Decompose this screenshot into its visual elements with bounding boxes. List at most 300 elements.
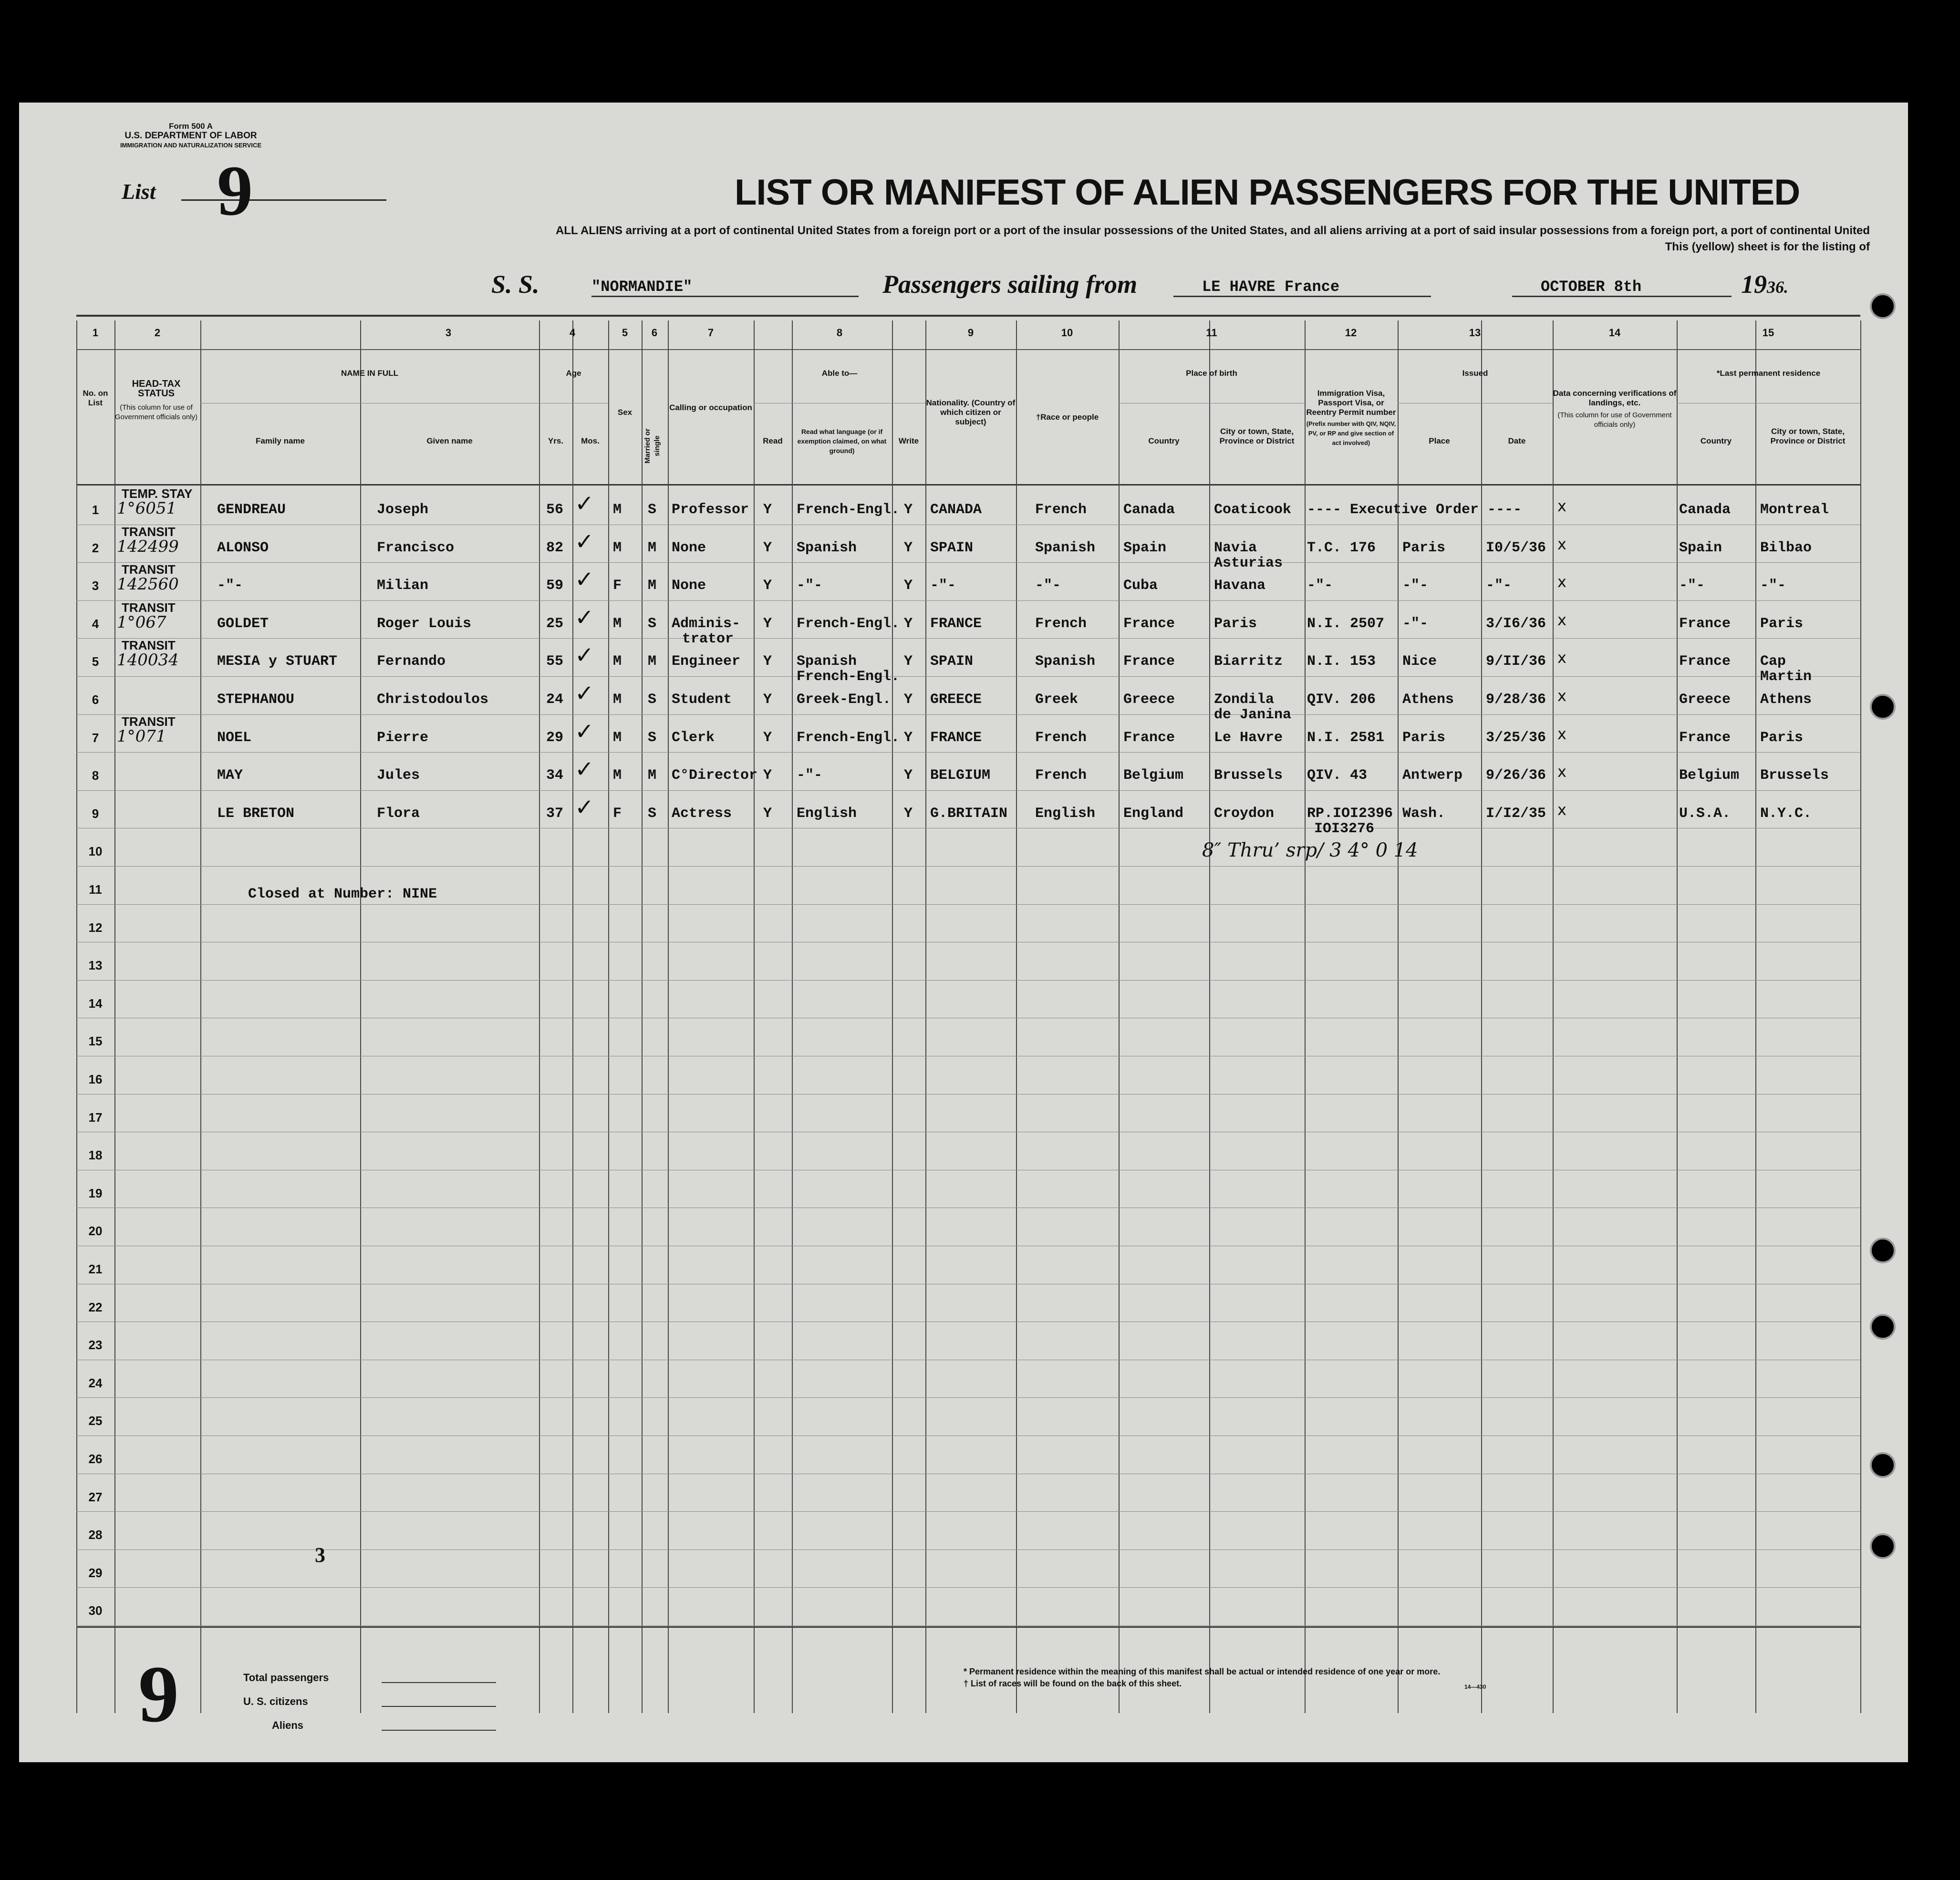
row-rule: [76, 980, 1860, 981]
column-rule: [539, 320, 540, 1713]
row-number: 9: [92, 806, 99, 821]
issued-place: -"-: [1402, 615, 1429, 632]
marital-status: M: [648, 767, 657, 784]
visa-number: N.I. 2581: [1307, 729, 1385, 746]
occupation-cont: trator: [682, 630, 734, 647]
row-number: 23: [88, 1338, 103, 1353]
occupation: Actress: [672, 805, 732, 822]
residence-country: Canada: [1679, 502, 1731, 518]
header-age-yrs: Yrs.: [548, 436, 564, 445]
landing-mark-icon: x: [1557, 610, 1566, 629]
checkmark-icon: ✓: [575, 566, 594, 593]
landing-mark-icon: x: [1557, 800, 1566, 819]
can-read: Y: [763, 502, 772, 518]
birth-city: Brussels: [1214, 767, 1283, 784]
row-rule: [76, 904, 1860, 905]
issued-date: I/I2/35: [1486, 805, 1546, 822]
binder-hole: [1870, 1533, 1896, 1559]
row-rule: [76, 676, 1860, 677]
family-name: ALONSO: [217, 539, 269, 556]
subtitle-line-2: This (yellow) sheet is for the listing of: [1665, 240, 1870, 253]
row-number: 26: [88, 1452, 103, 1466]
can-read: Y: [763, 805, 772, 822]
residence-country: Greece: [1679, 692, 1731, 708]
header-write: Write: [898, 436, 919, 445]
issued-place: Wash.: [1402, 805, 1446, 822]
column-number: 2: [154, 327, 161, 339]
binder-hole: [1870, 694, 1896, 720]
occupation: None: [672, 539, 706, 556]
subtitle: [391, 223, 1870, 255]
checkmark-icon: ✓: [575, 642, 594, 669]
footnote-races: † List of races will be found on the back of this sheet.: [964, 1679, 1182, 1688]
column-number: 11: [1206, 327, 1217, 339]
marital-status: S: [648, 502, 657, 518]
race: French: [1035, 615, 1087, 632]
visa-number: N.I. 2507: [1307, 615, 1385, 632]
table-bottom-rule: [76, 1626, 1860, 1628]
birth-city-cont: de Janina: [1214, 707, 1292, 723]
given-name: Joseph: [377, 502, 429, 518]
sailing-date: [1512, 278, 1732, 297]
can-read: Y: [763, 692, 772, 708]
marital-status: M: [648, 653, 657, 670]
birth-city-cont: Asturias: [1214, 555, 1283, 571]
birth-city: Le Havre: [1214, 729, 1283, 746]
issued-place: Athens: [1402, 692, 1454, 708]
binder-hole: [1870, 1314, 1896, 1340]
row-number: 6: [92, 692, 99, 707]
residence-country: France: [1679, 729, 1731, 746]
row-number: 4: [92, 616, 99, 631]
sailing-year: [1741, 269, 1788, 299]
header-age-mos: Mos.: [581, 436, 600, 445]
landing-mark-icon: x: [1557, 687, 1566, 705]
marital-status: M: [648, 539, 657, 556]
family-name: NOEL: [217, 729, 252, 746]
residence-country: Belgium: [1679, 767, 1740, 784]
row-number: 20: [88, 1224, 103, 1239]
sex: M: [613, 729, 622, 746]
column-number-rule: [76, 349, 1860, 350]
header-nationality: Nationality. (Country of which citizen or subject): [926, 398, 1016, 426]
race: Greek: [1035, 692, 1079, 708]
checkmark-icon: ✓: [575, 718, 594, 745]
birth-city: Zondila: [1214, 692, 1275, 708]
issued-date: 9/26/36: [1486, 767, 1546, 784]
header-name-in-full: NAME IN FULL: [341, 369, 398, 378]
header-res-country: Country: [1700, 436, 1732, 445]
department-name: U.S. DEPARTMENT OF LABOR: [124, 131, 257, 141]
header-no-on-list: No. on List: [83, 389, 108, 407]
issued-date: 3/I6/36: [1486, 615, 1546, 632]
issued-date: -"-: [1486, 578, 1512, 594]
read-language-cont: French-Engl.: [797, 669, 900, 685]
birth-country: Canada: [1123, 502, 1175, 518]
birth-city: Paris: [1214, 615, 1257, 632]
family-name: GOLDET: [217, 615, 269, 632]
read-language: Spanish: [797, 539, 857, 556]
row-rule: [76, 1094, 1860, 1095]
visa-number: QIV. 206: [1307, 692, 1376, 708]
us-citizens-label: U. S. citizens: [243, 1695, 308, 1707]
column-rule: [360, 320, 361, 1713]
header-place-of-birth: Place of birth: [1186, 369, 1237, 378]
column-number: 15: [1762, 327, 1774, 339]
head-tax-status: TEMP. STAY: [122, 486, 193, 501]
age-years: 59: [546, 578, 564, 594]
age-years: 24: [546, 692, 564, 708]
can-write: Y: [904, 805, 913, 822]
subtitle-line-1: ALL ALIENS arriving at a port of continental United States from a foreign port or a port of the insular possessions of the United States, and all aliens arriving at a port of said insular possessions from a foreign port, a port of continental United: [555, 224, 1870, 237]
family-name: -"-: [217, 578, 243, 594]
column-rule: [892, 320, 893, 1713]
birth-city: Croydon: [1214, 805, 1275, 822]
header-issued-place: Place: [1429, 436, 1450, 445]
column-number: 12: [1345, 327, 1357, 339]
header-family-name: Family name: [256, 436, 305, 445]
row-number: 18: [88, 1148, 103, 1163]
birth-country: France: [1123, 615, 1175, 632]
can-read: Y: [763, 653, 772, 670]
head-tax-number: 1°6051: [117, 499, 177, 518]
row-rule: [76, 1625, 1860, 1626]
header-visa: [1305, 389, 1398, 448]
header-married: Married or single: [643, 428, 661, 464]
head-tax-number: 140034: [117, 651, 179, 670]
can-write: Y: [904, 729, 913, 746]
age-years: 34: [546, 767, 564, 784]
row-number: 2: [92, 540, 99, 555]
column-rule: [76, 320, 77, 1713]
head-tax-number: 1°067: [117, 612, 166, 632]
column-rule: [572, 320, 573, 1713]
column-rule: [792, 320, 793, 1713]
column-number: 3: [445, 327, 452, 339]
family-name: LE BRETON: [217, 805, 295, 822]
head-tax-number: 1°071: [117, 726, 166, 746]
list-label: List: [122, 179, 156, 204]
page-title: LIST OR MANIFEST OF ALIEN PASSENGERS FOR THE UNITED: [735, 172, 1800, 213]
residence-country: Spain: [1679, 539, 1722, 556]
issued-date: 9/II/36: [1486, 653, 1546, 670]
column-rule: [1481, 320, 1482, 1713]
year-suffix: 36.: [1767, 278, 1788, 297]
marital-status: S: [648, 615, 657, 632]
checkmark-icon: ✓: [575, 794, 594, 821]
landing-title: Data concerning verifications of landings, etc.: [1553, 389, 1677, 407]
landing-mark-icon: x: [1557, 763, 1566, 781]
residence-country: U.S.A.: [1679, 805, 1731, 822]
birth-country: Cuba: [1123, 578, 1158, 594]
row-number: 29: [88, 1565, 103, 1580]
issued-date: I0/5/36: [1486, 539, 1546, 556]
header-bottom-rule: [76, 484, 1860, 485]
column-rule: [1398, 320, 1399, 1713]
row-number: 5: [92, 654, 99, 669]
checkmark-icon: ✓: [575, 528, 594, 555]
vessel-name: "NORMANDIE": [591, 278, 859, 297]
departure-port: LE HAVRE France: [1173, 278, 1431, 297]
birth-country: England: [1123, 805, 1184, 822]
family-name: MESIA y STUART: [217, 653, 338, 670]
column-number: 4: [569, 327, 576, 339]
row-number: 16: [88, 1072, 103, 1086]
issued-place: Paris: [1402, 539, 1446, 556]
residence-city: -"-: [1760, 578, 1786, 594]
age-years: 82: [546, 539, 564, 556]
column-rule: [668, 320, 669, 1713]
occupation: Professor: [672, 502, 749, 518]
landing-mark-icon: x: [1557, 573, 1566, 591]
row-rule: [76, 1549, 1860, 1550]
occupation: Engineer: [672, 653, 741, 670]
row-rule: [76, 1587, 1860, 1588]
nationality: G.BRITAIN: [930, 805, 1008, 822]
row-number: 14: [88, 996, 103, 1011]
row-rule: [76, 1511, 1860, 1512]
column-rule: [1860, 320, 1861, 1713]
list-number: 9: [217, 151, 253, 230]
row-number: 25: [88, 1414, 103, 1428]
form-header: [67, 122, 315, 150]
issued-date: 3/25/36: [1486, 729, 1546, 746]
given-name: Christodoulos: [377, 692, 489, 708]
row-rule: [76, 752, 1860, 753]
checkmark-icon: ✓: [575, 680, 594, 707]
ss-label: S. S.: [491, 270, 539, 299]
column-rule: [1677, 320, 1678, 1713]
visa-number: ---- Executive Order ----: [1307, 502, 1522, 518]
family-name: STEPHANOU: [217, 692, 295, 708]
can-write: Y: [904, 578, 913, 594]
row-number: 24: [88, 1375, 103, 1390]
landing-mark-icon: x: [1557, 649, 1566, 667]
given-name: Pierre: [377, 729, 429, 746]
checkmark-icon: ✓: [575, 490, 594, 517]
column-rule: [114, 320, 115, 1713]
can-read: Y: [763, 729, 772, 746]
us-citizens-line: [382, 1706, 496, 1707]
residence-country: France: [1679, 653, 1731, 670]
column-number: 13: [1469, 327, 1481, 339]
can-read: Y: [763, 767, 772, 784]
read-language: Spanish: [797, 653, 857, 670]
header-race: †Race or people: [1036, 413, 1099, 422]
sailing-date-text: OCTOBER 8th: [1541, 278, 1642, 296]
nationality: -"-: [930, 578, 956, 594]
head-tax-status: TRANSIT: [122, 562, 176, 577]
header-read-language: Read what language (or if exemption claimed, on what ground): [797, 428, 887, 455]
column-rule: [1305, 320, 1306, 1713]
nationality: SPAIN: [930, 539, 974, 556]
row-number: 8: [92, 768, 99, 783]
age-years: 56: [546, 502, 564, 518]
given-name: Milian: [377, 578, 429, 594]
residence-city: Paris: [1760, 615, 1804, 632]
visa-number: RP.IOI2396: [1307, 805, 1393, 822]
head-tax-status: TRANSIT: [122, 714, 176, 729]
aliens-label: Aliens: [272, 1719, 304, 1731]
birth-country: Belgium: [1123, 767, 1184, 784]
can-write: Y: [904, 502, 913, 518]
sex: M: [613, 653, 622, 670]
residence-city: Cap: [1760, 653, 1786, 670]
sex: M: [613, 767, 622, 784]
sex: M: [613, 692, 622, 708]
read-language: -"-: [797, 767, 823, 784]
marital-status: M: [648, 578, 657, 594]
column-number: 6: [651, 327, 658, 339]
read-language: French-Engl.: [797, 615, 900, 632]
row-number: 3: [92, 578, 99, 593]
visa-number: N.I. 153: [1307, 653, 1376, 670]
landing-mark-icon: x: [1557, 497, 1566, 515]
table-top-rule: [76, 315, 1860, 317]
sex: M: [613, 502, 622, 518]
issued-place: -"-: [1402, 578, 1429, 594]
visa-number-cont: IOI3276: [1314, 820, 1375, 837]
checkmark-icon: ✓: [575, 756, 594, 783]
row-rule: [76, 1397, 1860, 1398]
header-able-to: Able to—: [821, 369, 858, 378]
occupation: C°Director: [672, 767, 758, 784]
column-rule: [608, 320, 609, 1713]
print-code: 14—430: [1464, 1684, 1486, 1690]
head-tax-number: 142560: [117, 575, 179, 594]
visa-number: T.C. 176: [1307, 539, 1376, 556]
age-years: 29: [546, 729, 564, 746]
occupation: None: [672, 578, 706, 594]
can-read: Y: [763, 539, 772, 556]
column-rule: [200, 320, 201, 1713]
row-number: 27: [88, 1489, 103, 1504]
occupation: Student: [672, 692, 732, 708]
column-rule: [1553, 320, 1554, 1713]
visa-number: -"-: [1307, 578, 1333, 594]
total-passengers-line: [382, 1682, 496, 1683]
visa-note: (Prefix number with QIV, NQIV, PV, or RP and give section of act involved): [1306, 420, 1396, 446]
race: French: [1035, 502, 1087, 518]
checkmark-icon: ✓: [575, 604, 594, 631]
birth-city: Havana: [1214, 578, 1266, 594]
header-age: Age: [566, 369, 581, 378]
sex: F: [613, 805, 622, 822]
head-tax-status: TRANSIT: [122, 638, 176, 653]
row-number: 19: [88, 1186, 103, 1200]
header-last-residence: *Last permanent residence: [1716, 369, 1821, 378]
landing-mark-icon: x: [1557, 724, 1566, 743]
head-tax-status: TRANSIT: [122, 524, 176, 539]
row-number: 21: [88, 1262, 103, 1276]
marital-status: S: [648, 805, 657, 822]
birth-country: France: [1123, 729, 1175, 746]
sex: M: [613, 539, 622, 556]
race: French: [1035, 729, 1087, 746]
column-rule: [642, 320, 643, 1713]
row-rule: [76, 562, 1860, 563]
read-language: French-Engl.: [797, 502, 900, 518]
landing-note: (This column for use of Government officials only): [1557, 411, 1672, 429]
given-name: Francisco: [377, 539, 455, 556]
birth-country: Spain: [1123, 539, 1167, 556]
can-write: Y: [904, 615, 913, 632]
binder-hole: [1870, 293, 1896, 319]
row-number: 30: [88, 1603, 103, 1618]
can-write: Y: [904, 767, 913, 784]
age-years: 55: [546, 653, 564, 670]
race: English: [1035, 805, 1096, 822]
residence-city: N.Y.C.: [1760, 805, 1812, 822]
race: -"-: [1035, 578, 1061, 594]
header-sex: Sex: [617, 408, 633, 417]
residence-country: -"-: [1679, 578, 1705, 594]
row-number: 12: [88, 920, 103, 935]
sex: F: [613, 578, 622, 594]
given-name: Jules: [377, 767, 420, 784]
nationality: BELGIUM: [930, 767, 991, 784]
column-number: 14: [1608, 327, 1621, 339]
residence-city: Montreal: [1760, 502, 1829, 518]
sailing-label: Passengers sailing from: [882, 270, 1138, 299]
residence-city: Brussels: [1760, 767, 1829, 784]
head-tax-note: (This column for use of Government officials only): [114, 403, 198, 421]
row-number: 7: [92, 730, 99, 745]
occupation: Adminis-: [672, 615, 741, 632]
footnote-residence: * Permanent residence within the meaning of this manifest shall be actual or intended residence of one year or more.: [964, 1667, 1441, 1676]
nationality: SPAIN: [930, 653, 974, 670]
header-issued: Issued: [1462, 369, 1488, 378]
issued-place: Paris: [1402, 729, 1446, 746]
race: Spanish: [1035, 653, 1096, 670]
header-read: Read: [763, 436, 783, 445]
row-number: 15: [88, 1034, 103, 1049]
nationality: FRANCE: [930, 729, 982, 746]
read-language: Greek-Engl.: [797, 692, 892, 708]
row-rule: [76, 638, 1860, 639]
row-number: 22: [88, 1300, 103, 1314]
marital-status: S: [648, 692, 657, 708]
column-rule: [754, 320, 755, 1713]
year-prefix: 19: [1741, 270, 1767, 299]
handwritten-note: 8″ Thru’ srp/ 3 4° 0 14: [1202, 839, 1418, 861]
age-years: 37: [546, 805, 564, 822]
nationality: FRANCE: [930, 615, 982, 632]
head-tax-title: HEAD-TAX STATUS: [132, 379, 181, 399]
header-issued-date: Date: [1508, 436, 1526, 445]
column-rule: [1209, 320, 1210, 1713]
birth-city: Navia: [1214, 539, 1257, 556]
row-rule: [76, 600, 1860, 601]
residence-country: France: [1679, 615, 1731, 632]
header-birth-country: Country: [1148, 436, 1180, 445]
residence-city: Bilbao: [1760, 539, 1812, 556]
issued-date: 9/28/36: [1486, 692, 1546, 708]
read-language: French-Engl.: [797, 729, 900, 746]
list-underline: [181, 199, 386, 201]
given-name: Roger Louis: [377, 615, 472, 632]
residence-city: Athens: [1760, 692, 1812, 708]
total-passengers-label: Total passengers: [243, 1672, 329, 1684]
occupation: Clerk: [672, 729, 715, 746]
age-years: 25: [546, 615, 564, 632]
closed-at-number: Closed at Number: NINE: [248, 886, 437, 902]
residence-city: Paris: [1760, 729, 1804, 746]
read-language: -"-: [797, 578, 823, 594]
row-number: 28: [88, 1528, 103, 1542]
given-name: Fernando: [377, 653, 446, 670]
landing-mark-icon: x: [1557, 535, 1566, 553]
